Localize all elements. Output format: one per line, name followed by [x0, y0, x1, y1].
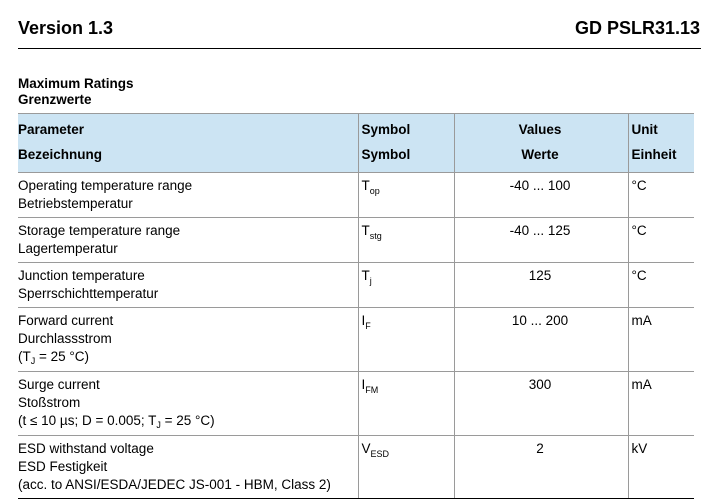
value-cell: 10 ... 200 — [454, 308, 628, 372]
param-condition: (acc. to ANSI/ESDA/JEDEC JS-001 - HBM, Class 2) — [18, 477, 331, 492]
table-row — [18, 218, 694, 263]
unit-cell: °C — [628, 263, 694, 308]
header-values: Values Werte — [454, 114, 628, 173]
table-row — [18, 263, 694, 308]
param-cell: Forward current Durchlassstrom ($T_J = 25$ °C) — [18, 308, 358, 372]
header-parameter: Parameter Bezeichnung — [18, 114, 358, 173]
section-title — [18, 76, 134, 108]
part-number: GD PSLR31.13 — [574, 18, 700, 38]
param-condition: ($T_J = 25$ °C) — [18, 349, 90, 366]
value-cell: -40 ... 100 — [454, 173, 628, 218]
symbol-cell: $I_{FM}$ — [358, 372, 454, 436]
table-row — [18, 308, 694, 372]
param-cell: ESD withstand voltage ESD Festigkeit (acc. to ANSI/ESDA/JEDEC JS-001 - HBM, Class 2) — [18, 436, 358, 499]
symbol-cell: $V_{ESD}$ — [358, 436, 454, 499]
table-row — [18, 173, 694, 218]
symbol-cell: $T_j$ — [358, 263, 454, 308]
unit-cell: °C — [628, 173, 694, 218]
param-cell: Storage temperature range Lagertemperatur — [18, 218, 358, 263]
unit-cell: kV — [628, 436, 694, 499]
table-row — [18, 436, 694, 499]
document-version: Version 1.3 — [18, 18, 114, 38]
param-cell: Surge current Stoßstrom (t ≤ 10 µs; D = 0.005; $T_J = 25$ °C) — [18, 372, 358, 436]
header-unit: Unit Einheit — [628, 114, 694, 173]
section-title-en: Maximum Ratings — [18, 76, 134, 91]
param-condition: (t ≤ 10 µs; D = 0.005; $T_J = 25$ °C) — [18, 413, 215, 430]
table-row — [18, 372, 694, 436]
value-cell: 300 — [454, 372, 628, 436]
value-cell: -40 ... 125 — [454, 218, 628, 263]
value-cell: 125 — [454, 263, 628, 308]
header-symbol: Symbol Symbol — [358, 114, 454, 173]
unit-cell: °C — [628, 218, 694, 263]
unit-cell: mA — [628, 372, 694, 436]
section-title-de: Grenzwerte — [18, 92, 92, 107]
param-cell: Operating temperature range Betriebstemperatur — [18, 173, 358, 218]
symbol-cell: $T_{stg}$ — [358, 218, 454, 263]
value-cell: 2 — [454, 436, 628, 499]
symbol-cell: $T_{op}$ — [358, 173, 454, 218]
maximum-ratings-table — [18, 113, 694, 499]
header-divider — [18, 48, 701, 49]
table-header-row — [18, 114, 694, 173]
symbol-cell: $I_F$ — [358, 308, 454, 372]
param-cell: Junction temperature Sperrschichttemperatur — [18, 263, 358, 308]
unit-cell: mA — [628, 308, 694, 372]
